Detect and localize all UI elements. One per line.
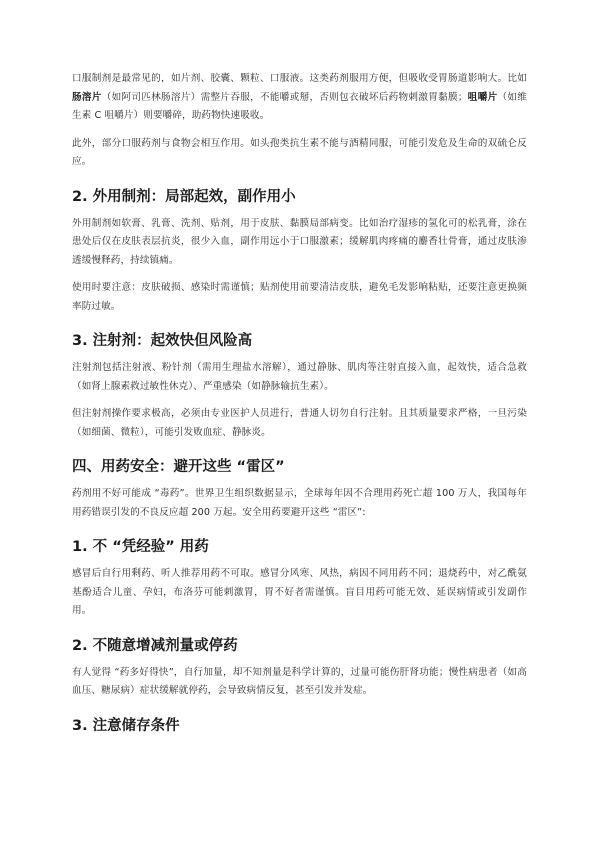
heading-storage: 3. 注意储存条件	[72, 717, 180, 734]
bold-term-chewable-tablet: 咀嚼片	[467, 91, 498, 103]
document-page	[72, 70, 527, 744]
heading-injection: 3. 注射剂：起效快但风险高	[72, 333, 253, 349]
paragraph-external-desc: 外用制剂如软膏、乳膏、洗剂、贴剂，用于皮肤、黏膜局部病变。比如治疗湿疹的氢化可的松乳膏，涂在患处后仅在皮肤表层抗炎，很少入血，副作用远小于口服激素；缓解肌肉疼痛的麝香壮骨膏，通过皮肤渗透缓慢释药，持续镇痛。	[72, 217, 527, 266]
heading-safety: 四、用药安全：避开这些 “雷区”	[72, 459, 285, 475]
paragraph-experience: 感冒后自行用剩药、听人推荐用药不可取。感冒分风寒、风热，病因不同用药不同；退烧药中，对乙酰氨基酚适合儿童、孕妇，布洛芬可能刺激胃，胃不好者需谨慎。盲目用药可能无效、延误病情或引发副作用。	[72, 568, 527, 616]
heading-external: 2. 外用制剂：局部起效，副作用小	[72, 188, 296, 205]
text-run: （如维生素 C 咀嚼片）则要嚼碎，助药物快速吸收。	[72, 91, 527, 121]
paragraph-safety-intro: 药剂用不好可能成 “毒药”。世界卫生组织数据显示，全球每年因不合理用药死亡超 100 万人，我国每年用药错误引发的不良反应超 200 万起。安全用药要避开这些 “雷区”:	[72, 488, 527, 518]
text-run: （如阿司匹林肠溶片）需整片吞服，不能嚼或掰，否则包衣破坏后药物刺激胃黏膜；	[101, 91, 468, 103]
text-run: 口服制剂是最常见的，如片剂、胶囊、颗粒、口服液。这类药剂服用方便，但吸收受胃肠道影响大。比如	[72, 73, 527, 84]
paragraph-external-caution: 使用时要注意：皮肤破损、感染时需谨慎；贴剂使用前要清洁皮肤，避免毛发影响粘贴，还要注意更换频率防过敏。	[72, 282, 527, 312]
paragraph-injection-desc: 注射剂包括注射液、粉针剂（需用生理盐水溶解），通过静脉、肌肉等注射直接入血，起效快，适合急救（如肾上腺素救过敏性休克）、严重感染（如静脉输抗生素）。	[72, 362, 527, 392]
bold-term-enteric-tablet: 肠溶片	[72, 91, 102, 103]
paragraph-oral-absorption	[72, 70, 527, 126]
heading-dosage: 2. 不随意增减剂量或停药	[72, 637, 238, 654]
paragraph-injection-risk: 但注射剂操作要求极高，必须由专业医护人员进行，普通人切勿自行注射。且其质量要求严格，一旦污染（如细菌、微粒），可能引发败血症、静脉炎。	[72, 408, 527, 438]
paragraph-food-interaction: 此外，部分口服药剂与食物会相互作用。如头孢类抗生素不能与酒精同服，可能引发危及生命的双硫仑反应。	[72, 137, 527, 167]
heading-no-experience: 1. 不 “凭经验” 用药	[72, 539, 209, 555]
paragraph-dosage: 有人觉得 “药多好得快”，自行加量，却不知剂量是科学计算的，过量可能伤肝肾功能；慢性病患者（如高血压、糖尿病）症状缓解就停药，会导致病情反复，甚至引发并发症。	[72, 666, 527, 696]
